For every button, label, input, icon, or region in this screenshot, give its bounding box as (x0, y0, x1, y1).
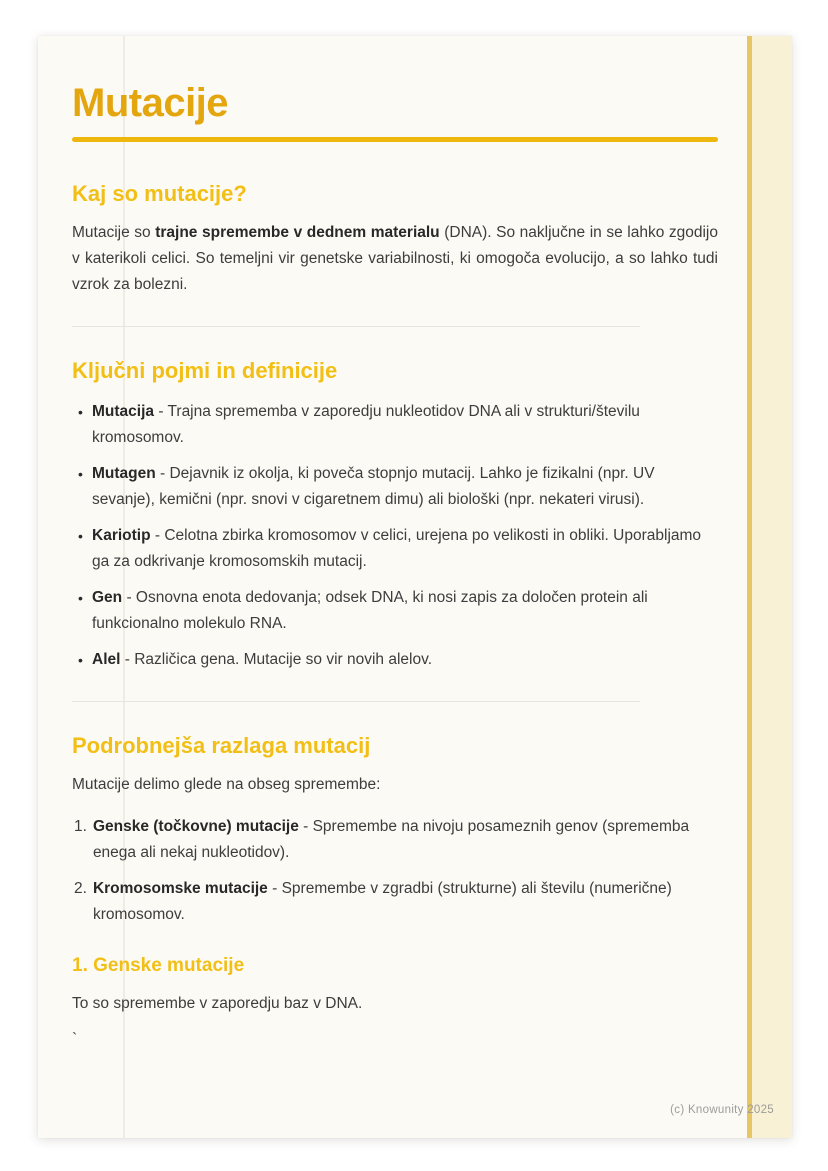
document-page (38, 36, 792, 1138)
term-label: Alel (92, 651, 121, 668)
term-description: - Osnovna enota dedovanja; odsek DNA, ki nosi zapis za določen protein ali funkcionalno molekulo RNA. (92, 589, 648, 632)
lead-paragraph: Mutacije delimo glede na obseg spremembe: (72, 776, 381, 793)
bullet-icon: • (78, 652, 83, 668)
term-definition (92, 399, 718, 451)
bullet-icon: • (78, 590, 83, 606)
list-item (72, 461, 718, 513)
list-item (72, 523, 718, 575)
term-description: - Spremembe v zgradbi (strukturne) ali številu (numerične) kromosomov. (92, 880, 672, 923)
key-terms-list (72, 399, 718, 673)
list-item (72, 876, 718, 928)
term-description: - Različica gena. Mutacije so vir novih alelov. (120, 651, 433, 668)
term-label: Mutacija (92, 403, 155, 420)
term-label: Genske (točkovne) mutacije (92, 818, 299, 835)
list-item (72, 647, 718, 673)
term-label: Mutagen (92, 465, 156, 482)
bullet-icon: • (78, 528, 83, 544)
section-heading-terms: Ključni pojmi in definicije (72, 358, 338, 383)
intro-text-post: (DNA). So naključne in se lahko zgodijo v katerikoli celici. So temeljni vir genetske variabilnosti, ki omogoča evolucijo, a so lahko tudi vzrok za bolezni. (72, 224, 718, 293)
section-heading-what: Kaj so mutacije? (72, 181, 247, 206)
term-definition (93, 814, 718, 866)
list-item (72, 814, 718, 866)
bullet-icon: • (78, 404, 83, 420)
stray-backtick: ` (72, 1031, 78, 1048)
term-description: - Spremembe na nivoju posameznih genov (sprememba enega ali nekaj nukleotidov). (92, 818, 690, 861)
term-definition (92, 647, 718, 673)
section-divider (72, 701, 640, 702)
intro-text-pre: Mutacije so (72, 224, 156, 241)
term-label: Gen (92, 589, 123, 606)
term-description: - Dejavnik iz okolja, ki poveča stopnjo mutacij. Lahko je fizikalni (npr. UV sevanje), kemični (npr. snovi v cigaretnem dimu) ali biološki (npr. nekateri virusi). (92, 465, 655, 508)
document-content (38, 36, 792, 1049)
term-label: Kariotip (92, 527, 151, 544)
list-item (72, 585, 718, 637)
intro-text-bold: trajne spremembe v dednem materialu (155, 224, 440, 241)
title-underline (72, 137, 718, 142)
list-number: 2. (74, 880, 87, 897)
section-heading-detail: Podrobnejša razlaga mutacij (72, 733, 371, 758)
term-label: Kromosomske mutacije (92, 880, 268, 897)
term-description: - Celotna zbirka kromosomov v celici, urejena po velikosti in obliki. Uporabljamo ga za odkrivanje kromosomskih mutacij. (92, 527, 702, 570)
footer-credit: (c) Knowunity 2025 (670, 1104, 774, 1116)
page-title: Mutacije (72, 81, 229, 125)
term-definition (92, 461, 718, 513)
intro-paragraph (72, 220, 718, 298)
term-definition (92, 523, 718, 575)
list-number: 1. (74, 818, 87, 835)
bullet-icon: • (78, 466, 83, 482)
section-divider (72, 326, 640, 327)
subsection-heading-genske: 1. Genske mutacije (72, 955, 245, 976)
list-item (72, 399, 718, 451)
term-definition (93, 876, 718, 928)
term-definition (92, 585, 718, 637)
term-description: - Trajna sprememba v zaporedju nukleotidov DNA ali v strukturi/številu kromosomov. (92, 403, 640, 446)
genske-paragraph: To so spremembe v zaporedju baz v DNA. (72, 995, 363, 1012)
mutation-types-list (72, 814, 718, 928)
